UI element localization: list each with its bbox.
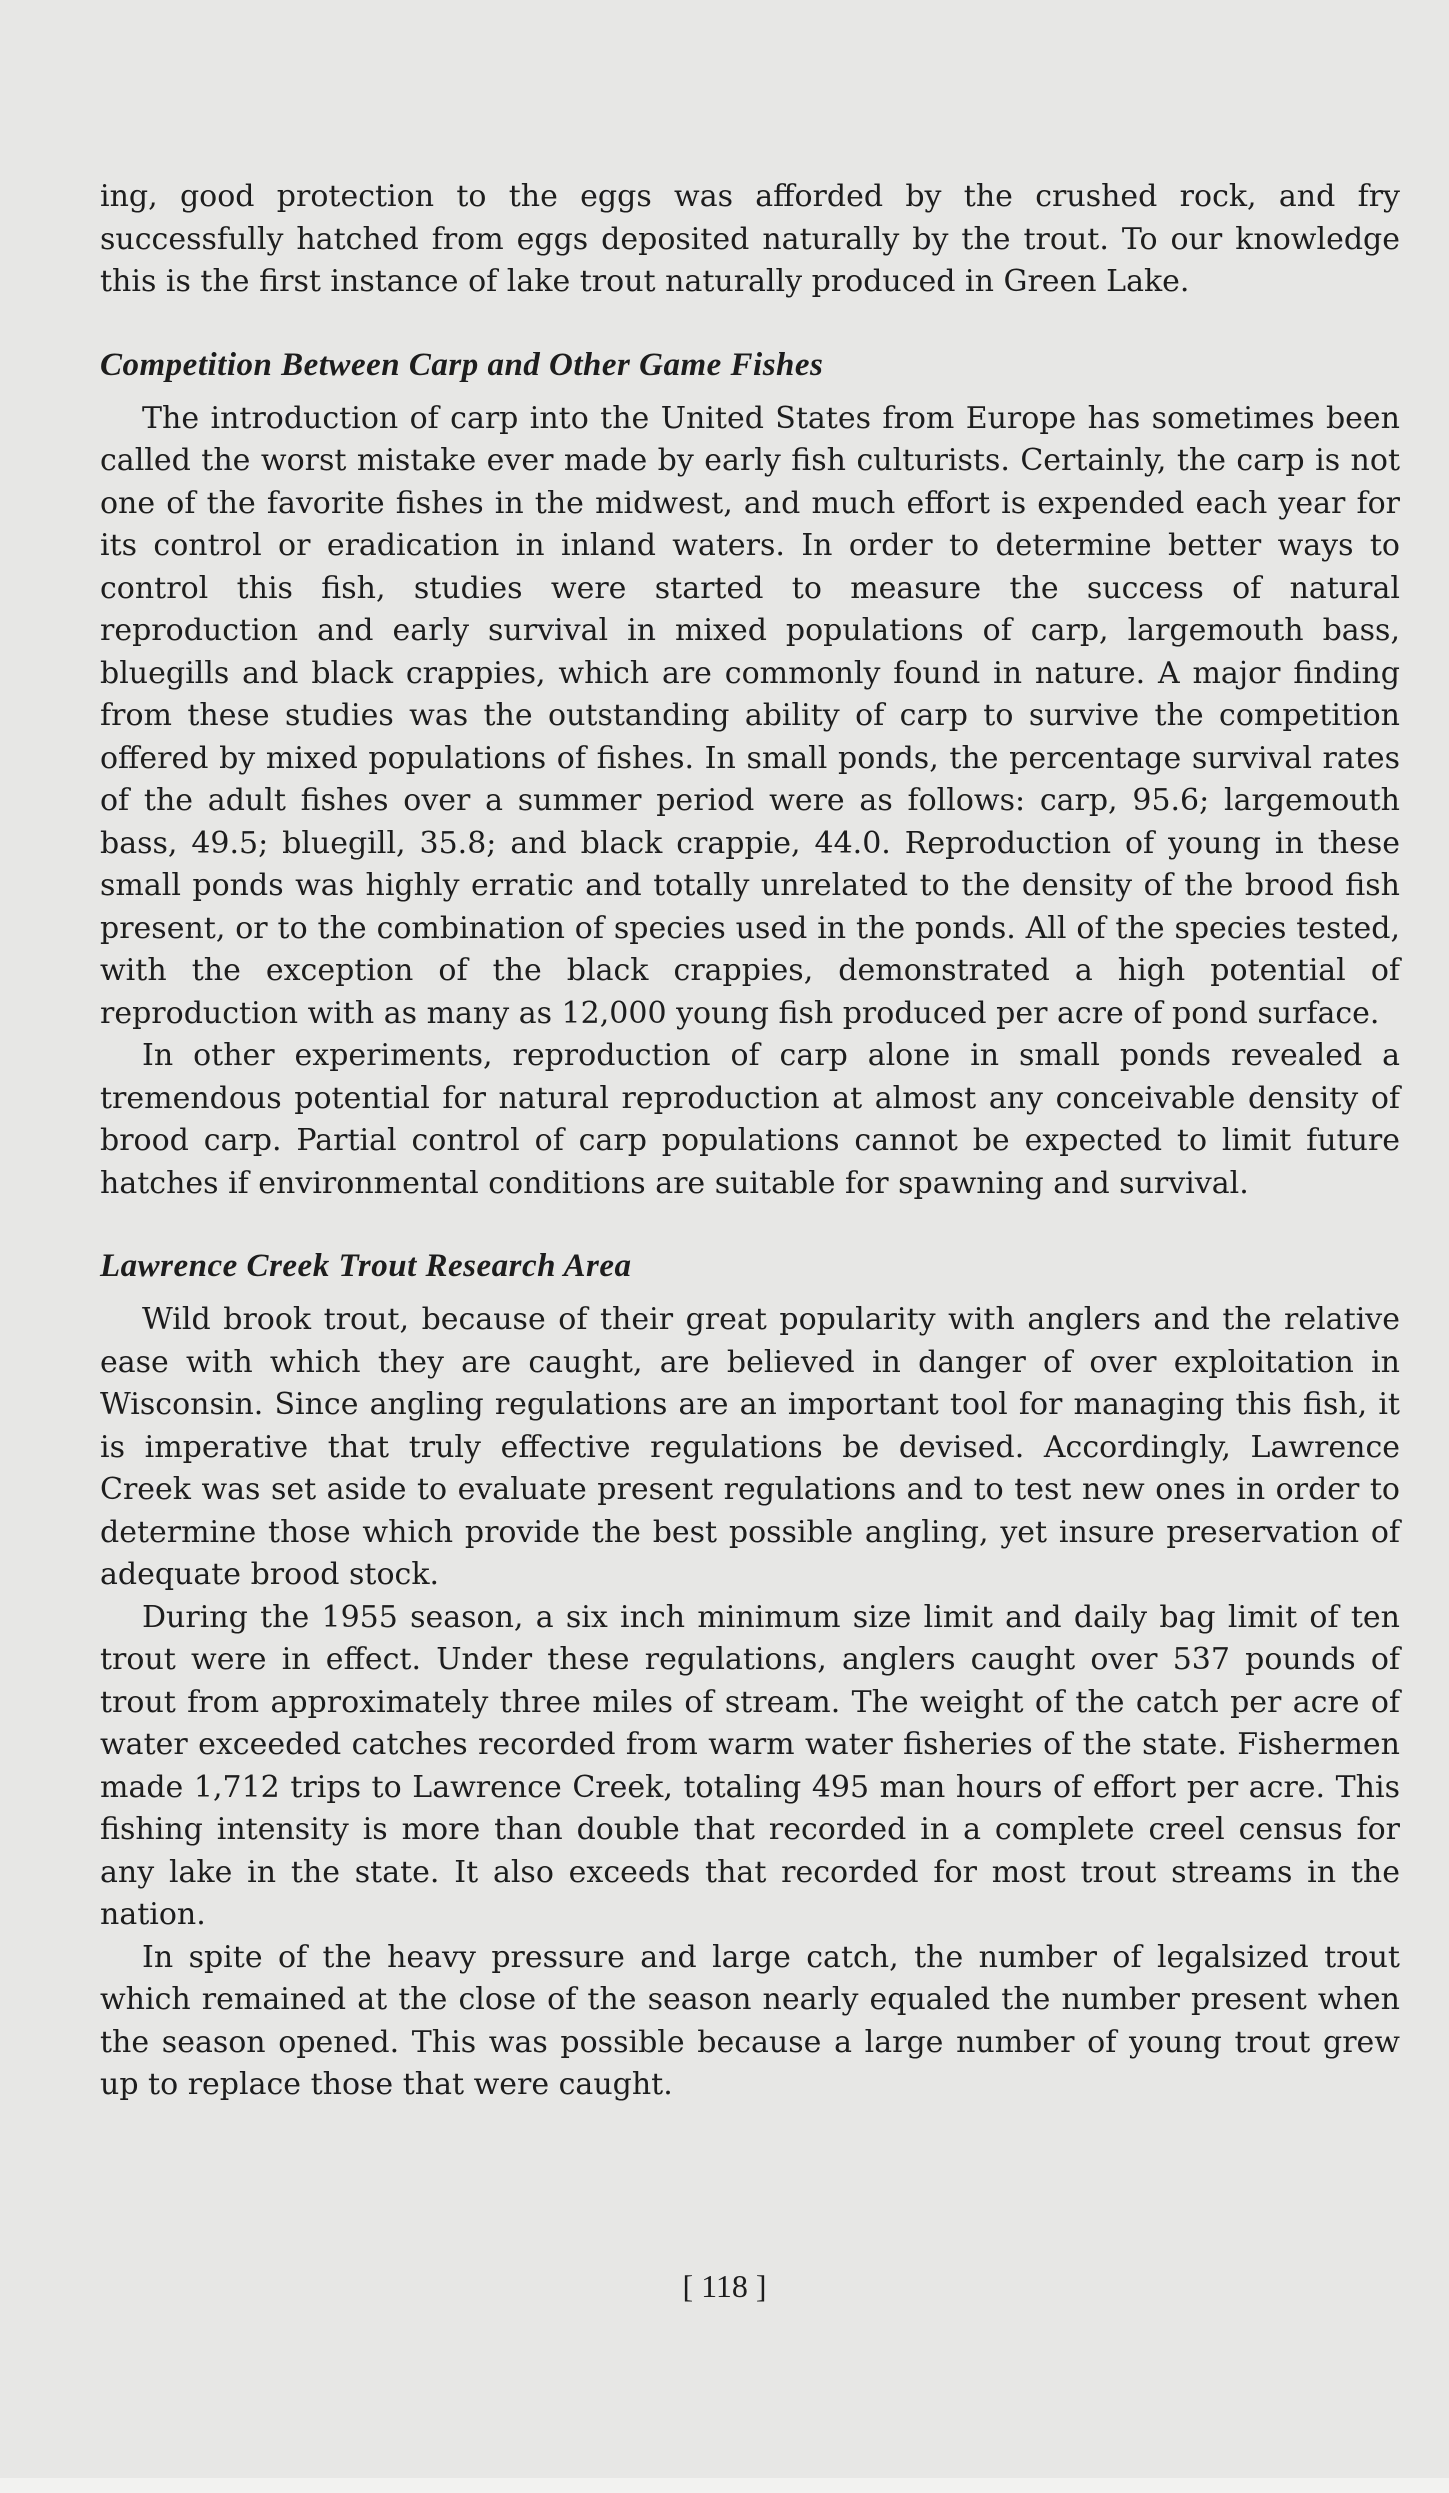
carp-paragraph-1: The introduction of carp into the United States from Europe has sometimes been called the worst mistake ever made by early fish culturists. Certainly, the carp is not one of the favorite fishes in the midwest, and much effort is expended each year for its control or eradication in inland waters. In order to determine better ways to control this fish, studies were started to measure the success of natural reproduction and early survival in mixed populations of carp, largemouth bass, bluegills and black crappies, which are commonly found in nature. A major finding from these studies was the outstanding ability of carp to survive the competition offered by mixed populations of fishes. In small ponds, the percentage survival rates of the adult fishes over a summer period were as follows: carp, 95.6; largemouth bass, 49.5; bluegill, 35.8; and black crappie, 44.0. Reproduction of young in these small ponds was highly erratic and totally unrelated to the density of the brood fish present, or to the combination of species used in the ponds. All of the species tested, with the exception of the black crappies, demonstrated a high potential of reproduction with as many as 12,000 young fish produced per acre of pond surface. <box>100 400 1400 1031</box>
page-bottom-edge <box>0 2478 1449 2493</box>
intro-paragraph: ing, good protection to the eggs was afforded by the crushed rock, and fry successfully hatched from eggs deposited naturally by the trout. To our knowledge this is the first instance of lake trout naturally produced in Green Lake. <box>100 179 1400 299</box>
carp-paragraph-2: In other experiments, reproduction of carp alone in small ponds revealed a tremendous potential for natural reproduction at almost any conceivable density of brood carp. Partial control of carp populations cannot be expected to limit future hatches if environmental conditions are suitable for spawning and survival. <box>100 1038 1400 1201</box>
lawrence-paragraph-1: Wild brook trout, because of their great popularity with anglers and the relative ease with which they are caught, are believed in danger of over exploitation in Wisconsin. Since angling regulations are an important tool for managing this fish, it is imperative that truly effective regulations be devised. Accordingly, Lawrence Creek was set aside to evaluate present regulations and to test new ones in order to determine those which provide the best possible angling, yet insure preservation of adequate brood stock. <box>100 1302 1400 1592</box>
page-number: [ 118 ] <box>682 2268 767 2304</box>
lawrence-paragraph-2: During the 1955 season, a six inch minimum size limit and daily bag limit of ten trout were in effect. Under these regulations, anglers caught over 537 pounds of trout from approximately three miles of stream. The weight of the catch per acre of water exceeded catches recorded from warm water fisheries of the state. Fishermen made 1,712 trips to Lawrence Creek, totaling 495 man hours of effort per acre. This fishing intensity is more than double that recorded in a complete creel census for any lake in the state. It also exceeds that recorded for most trout streams in the nation. <box>100 1599 1400 1932</box>
lawrence-paragraph-3: In spite of the heavy pressure and large catch, the number of legalsized trout which remained at the close of the season nearly equaled the number present when the season opened. This was possible because a large number of young trout grew up to replace those that were caught. <box>100 1939 1400 2102</box>
text-column <box>100 176 1400 2107</box>
section-heading-lawrence-creek: Lawrence Creek Trout Research Area <box>100 1248 632 1284</box>
section-heading-carp: Competition Between Carp and Other Game Fishes <box>100 346 824 383</box>
